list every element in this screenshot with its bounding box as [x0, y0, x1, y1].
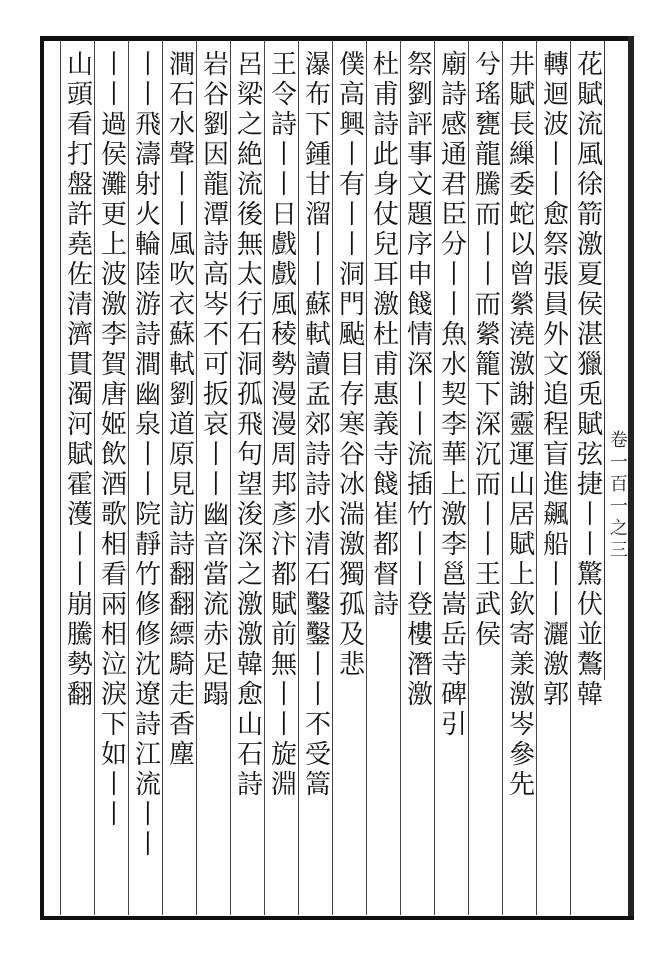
text-column-6: 祭劉評事文題序申餞情深丨丨流插竹丨丨登樓潛激	[400, 40, 434, 915]
text-column-9: 瀑布下鍾甘溜丨丨蘇軾讀孟郊詩詩水清石鑿鑿丨丨不受篙	[298, 40, 332, 915]
text-column-5: 廟詩感通君臣分丨丨魚水契李華上激李邕嵩岳寺碑引	[434, 40, 468, 915]
section-title: 卷一百一之三	[606, 430, 628, 562]
margin-column	[604, 40, 630, 680]
text-column-10: 王令詩丨丨日戲戲風稜勢漫漫周邦彥汴都賦前無丨丨旋淵	[264, 40, 298, 915]
text-column-11: 呂梁之絶流後無太行石洞孤飛句望浚深之激激韓愈山石詩	[230, 40, 264, 915]
text-column-15: 丨丨過侯灘更上波激李賀唐姬飲酒歌相看兩相泣淚下如丨丨	[94, 40, 128, 915]
text-column-12: 岩谷劉因龍潭詩高岑不可扳哀丨丨幽音當流赤足蹋	[196, 40, 230, 915]
text-column-7: 杜甫詩此身仗兒耳激杜甫惠義寺餞崔都督詩	[366, 40, 400, 915]
text-column-8: 僕高興丨有丨丨洞門颭目存寒谷冰湍激獨孤及悲	[332, 40, 366, 915]
text-column-13: 澗石水聲丨丨風吹衣蘇軾劉道原見訪詩翻翻縹騎走香塵	[162, 40, 196, 915]
text-column-1: 花賦流風徐箭激夏侯湛獵兎賦弦捷丨丨驚伏並鷔韓	[570, 40, 604, 915]
text-column-4: 兮瑤甕龍騰而丨丨而縈籠下深沉而丨丨王武侯	[468, 40, 502, 915]
text-column-14: 丨丨飛濤射火輪陸游詩澗幽泉丨丨院靜竹修修沈遼詩江流丨丨	[128, 40, 162, 915]
text-column-16: 山頭看打盤許堯佐清濟貫濁河賦霍濩丨丨崩騰勢翻	[60, 40, 94, 915]
text-column-3: 井賦長繅委蛇以曾縈澆激謝靈運山居賦上欽寄羕激岑參先	[502, 40, 536, 915]
text-column-2: 轉迴波丨丨愈祭張員外文追程盲進飆船丨丨灑激郭	[536, 40, 570, 915]
